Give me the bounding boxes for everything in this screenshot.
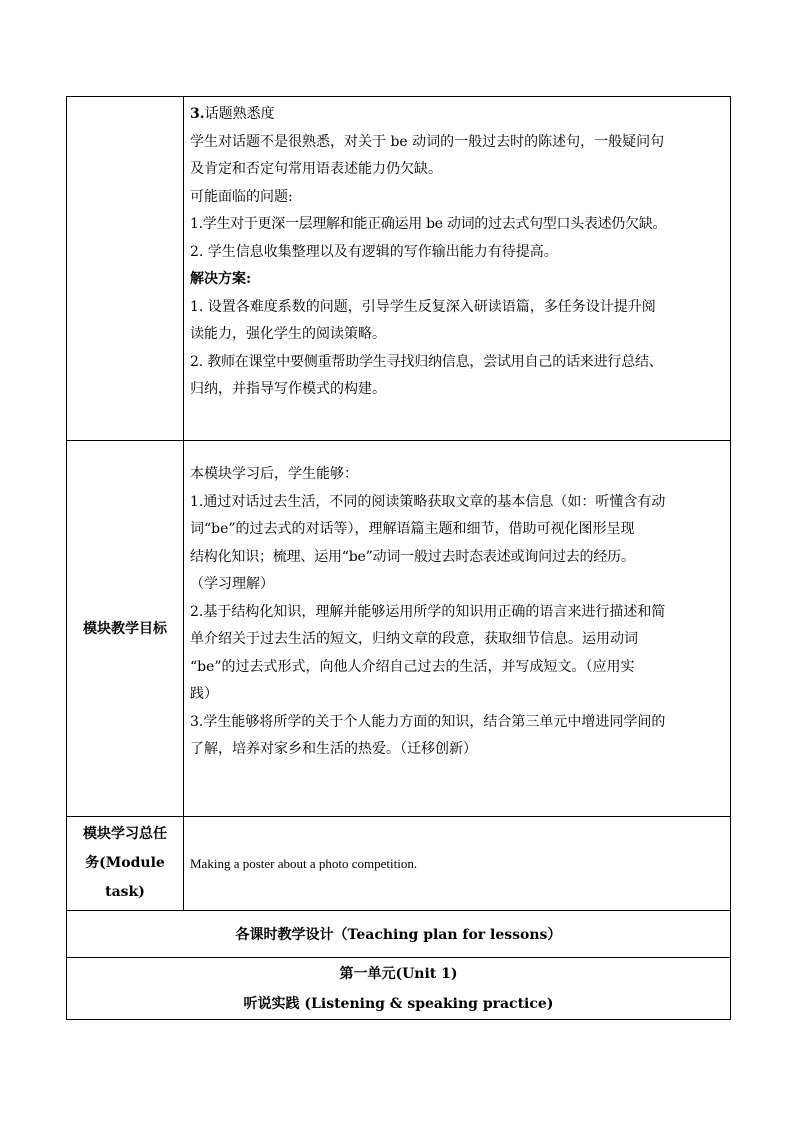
- objectives-label: 模块教学目标: [67, 441, 184, 817]
- unit-subtitle: 听说实践 (Listening & speaking practice): [243, 995, 554, 1012]
- objective-line: 本模块学习后，学生能够：: [190, 466, 358, 482]
- body-line: 1.学生对于更深一层理解和能正确运用 be 动词的过去式句型口头表述仍欠缺。: [190, 216, 667, 232]
- lesson-plan-title-row: [67, 911, 731, 958]
- empty-label-cell: [67, 97, 184, 441]
- heading-number: 3.: [190, 106, 205, 122]
- objective-line: 3.学生能够将所学的关于个人能力方面的知识，结合第三单元中增进同学间的: [190, 713, 666, 730]
- solution-heading: 解决方案:: [190, 271, 252, 287]
- body-line: 及肯定和否定句常用语表述能力仍欠缺。: [190, 161, 442, 177]
- solution-line: 归纳，并指导写作模式的构建。: [190, 381, 386, 397]
- objective-line: 了解，培养对家乡和生活的热爱。（迁移创新）: [190, 741, 477, 757]
- lesson-plan-title: 各课时教学设计（Teaching plan for lessons）: [67, 911, 731, 958]
- objective-line: 2.基于结构化知识，理解并能够运用所学的知识用正确的语言来进行描述和简: [190, 603, 666, 620]
- unit-cell: [67, 958, 731, 1020]
- heading-text: 话题熟悉度: [204, 106, 275, 122]
- teaching-plan-table: [66, 96, 731, 1020]
- objective-line: 1.通过对话过去生活，不同的阅读策略获取文章的基本信息（如：听懂含有动: [190, 493, 666, 510]
- module-task-cell: [184, 817, 731, 911]
- module-task-label-line: 模块学习总任: [83, 826, 167, 842]
- objective-line: 词“be”的过去式的对话等），理解语篇主题和细节，借助可视化图形呈现: [190, 521, 635, 537]
- objectives-cell: [184, 441, 731, 817]
- objective-line: “be”的过去式形式，向他人介绍自己过去的生活，并写成短文。（应用实: [190, 658, 635, 675]
- body-line: 可能面临的问题:: [190, 188, 293, 205]
- module-task-label-line: task): [105, 884, 145, 900]
- unit-title: 第一单元(Unit 1): [339, 965, 458, 982]
- body-line: 2. 学生信息收集整理以及有逻辑的写作输出能力有待提高。: [190, 243, 558, 260]
- module-task-label-line: 务(Module: [85, 855, 165, 871]
- topic-familiarity-row: [67, 97, 731, 441]
- objective-line: 单介绍关于过去生活的短文，归纳文章的段意，获取细节信息。运用动词: [190, 631, 638, 647]
- solution-line: 读能力，强化学生的阅读策略。: [190, 326, 386, 342]
- objectives-row: [67, 441, 731, 817]
- module-task-row: [67, 817, 731, 911]
- module-task-label: [67, 817, 184, 911]
- unit-row: [67, 958, 731, 1020]
- solution-line: 2. 教师在课堂中要侧重帮助学生寻找归纳信息，尝试用自己的话来进行总结、: [190, 353, 663, 370]
- body-line: 学生对话题不是很熟悉，对关于 be 动词的一般过去时的陈述句，一般疑问句: [190, 133, 665, 150]
- solution-line: 1. 设置各难度系数的问题，引导学生反复深入研读语篇，多任务设计提升阅: [190, 298, 656, 315]
- objective-line: 践）: [190, 686, 218, 702]
- topic-familiarity-heading: [190, 101, 724, 129]
- objective-line: 结构化知识；梳理、运用“be”动词一般过去时态表述或询问过去的经历。: [190, 548, 635, 565]
- module-task-text: Making a poster about a photo competition.: [190, 855, 418, 871]
- topic-familiarity-cell: [184, 97, 731, 441]
- objective-line: （学习理解）: [190, 576, 274, 592]
